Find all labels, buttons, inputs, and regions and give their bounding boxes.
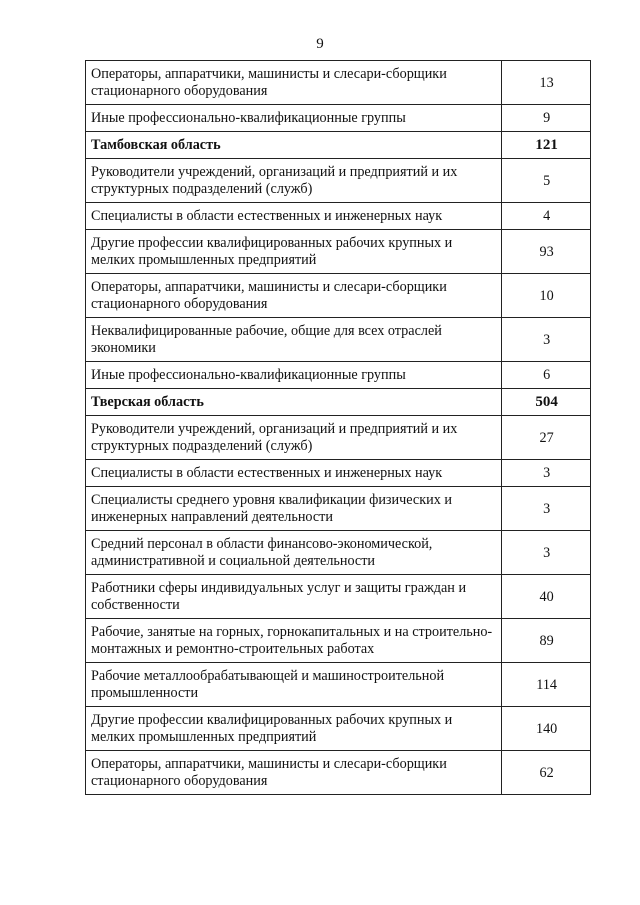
occupation-count: 62: [502, 751, 591, 795]
region-total: 121: [502, 132, 591, 159]
occupation-group-label: Руководители учреждений, организаций и предприятий и их структурных подразделений (служб): [86, 159, 502, 203]
region-header-row: [86, 132, 591, 159]
occupation-group-label: Средний персонал в области финансово-экономической, административной и социальной деятельности: [86, 531, 502, 575]
occupation-count: 5: [502, 159, 591, 203]
table-row: [86, 619, 591, 663]
table-row: [86, 230, 591, 274]
occupation-count: 10: [502, 274, 591, 318]
occupation-group-label: Другие профессии квалифицированных рабочих крупных и мелких промышленных предприятий: [86, 707, 502, 751]
occupation-group-label: Операторы, аппаратчики, машинисты и слесари-сборщики стационарного оборудования: [86, 61, 502, 105]
occupation-count: 89: [502, 619, 591, 663]
occupation-group-label: Рабочие металлообрабатывающей и машиностроительной промышленности: [86, 663, 502, 707]
occupation-group-label: Другие профессии квалифицированных рабочих крупных и мелких промышленных предприятий: [86, 230, 502, 274]
table-row: [86, 105, 591, 132]
occupation-group-label: Специалисты среднего уровня квалификации физических и инженерных направлений деятельности: [86, 487, 502, 531]
occupation-group-label: Работники сферы индивидуальных услуг и защиты граждан и собственности: [86, 575, 502, 619]
table-row: [86, 362, 591, 389]
region-total: 504: [502, 389, 591, 416]
table-body: [86, 61, 591, 795]
occupation-count: 140: [502, 707, 591, 751]
occupation-count: 114: [502, 663, 591, 707]
occupation-group-label: Иные профессионально-квалификационные группы: [86, 362, 502, 389]
occupation-group-label: Иные профессионально-квалификационные группы: [86, 105, 502, 132]
occupation-count: 93: [502, 230, 591, 274]
table-row: [86, 203, 591, 230]
occupation-group-label: Рабочие, занятые на горных, горнокапитальных и на строительно-монтажных и ремонтно-строительных работах: [86, 619, 502, 663]
occupation-group-label: Неквалифицированные рабочие, общие для всех отраслей экономики: [86, 318, 502, 362]
occupation-count: 3: [502, 531, 591, 575]
occupation-count: 3: [502, 460, 591, 487]
occupation-count: 4: [502, 203, 591, 230]
occupation-count: 27: [502, 416, 591, 460]
table-row: [86, 159, 591, 203]
occupation-table: [85, 60, 591, 795]
table-row: [86, 663, 591, 707]
occupation-group-label: Операторы, аппаратчики, машинисты и слесари-сборщики стационарного оборудования: [86, 751, 502, 795]
table-row: [86, 318, 591, 362]
table-row: [86, 575, 591, 619]
region-header-row: [86, 389, 591, 416]
occupation-group-label: Операторы, аппаратчики, машинисты и слесари-сборщики стационарного оборудования: [86, 274, 502, 318]
table-row: [86, 707, 591, 751]
occupation-count: 40: [502, 575, 591, 619]
occupation-count: 13: [502, 61, 591, 105]
occupation-count: 9: [502, 105, 591, 132]
table-row: [86, 487, 591, 531]
occupation-count: 6: [502, 362, 591, 389]
occupation-group-label: Специалисты в области естественных и инженерных наук: [86, 460, 502, 487]
occupation-group-label: Руководители учреждений, организаций и предприятий и их структурных подразделений (служб): [86, 416, 502, 460]
table-row: [86, 751, 591, 795]
table-row: [86, 274, 591, 318]
occupation-group-label: Специалисты в области естественных и инженерных наук: [86, 203, 502, 230]
table-row: [86, 460, 591, 487]
region-name: Тверская область: [86, 389, 502, 416]
region-name: Тамбовская область: [86, 132, 502, 159]
occupation-count: 3: [502, 487, 591, 531]
table-row: [86, 531, 591, 575]
occupation-count: 3: [502, 318, 591, 362]
table-row: [86, 61, 591, 105]
page-number: 9: [316, 36, 324, 52]
table-row: [86, 416, 591, 460]
